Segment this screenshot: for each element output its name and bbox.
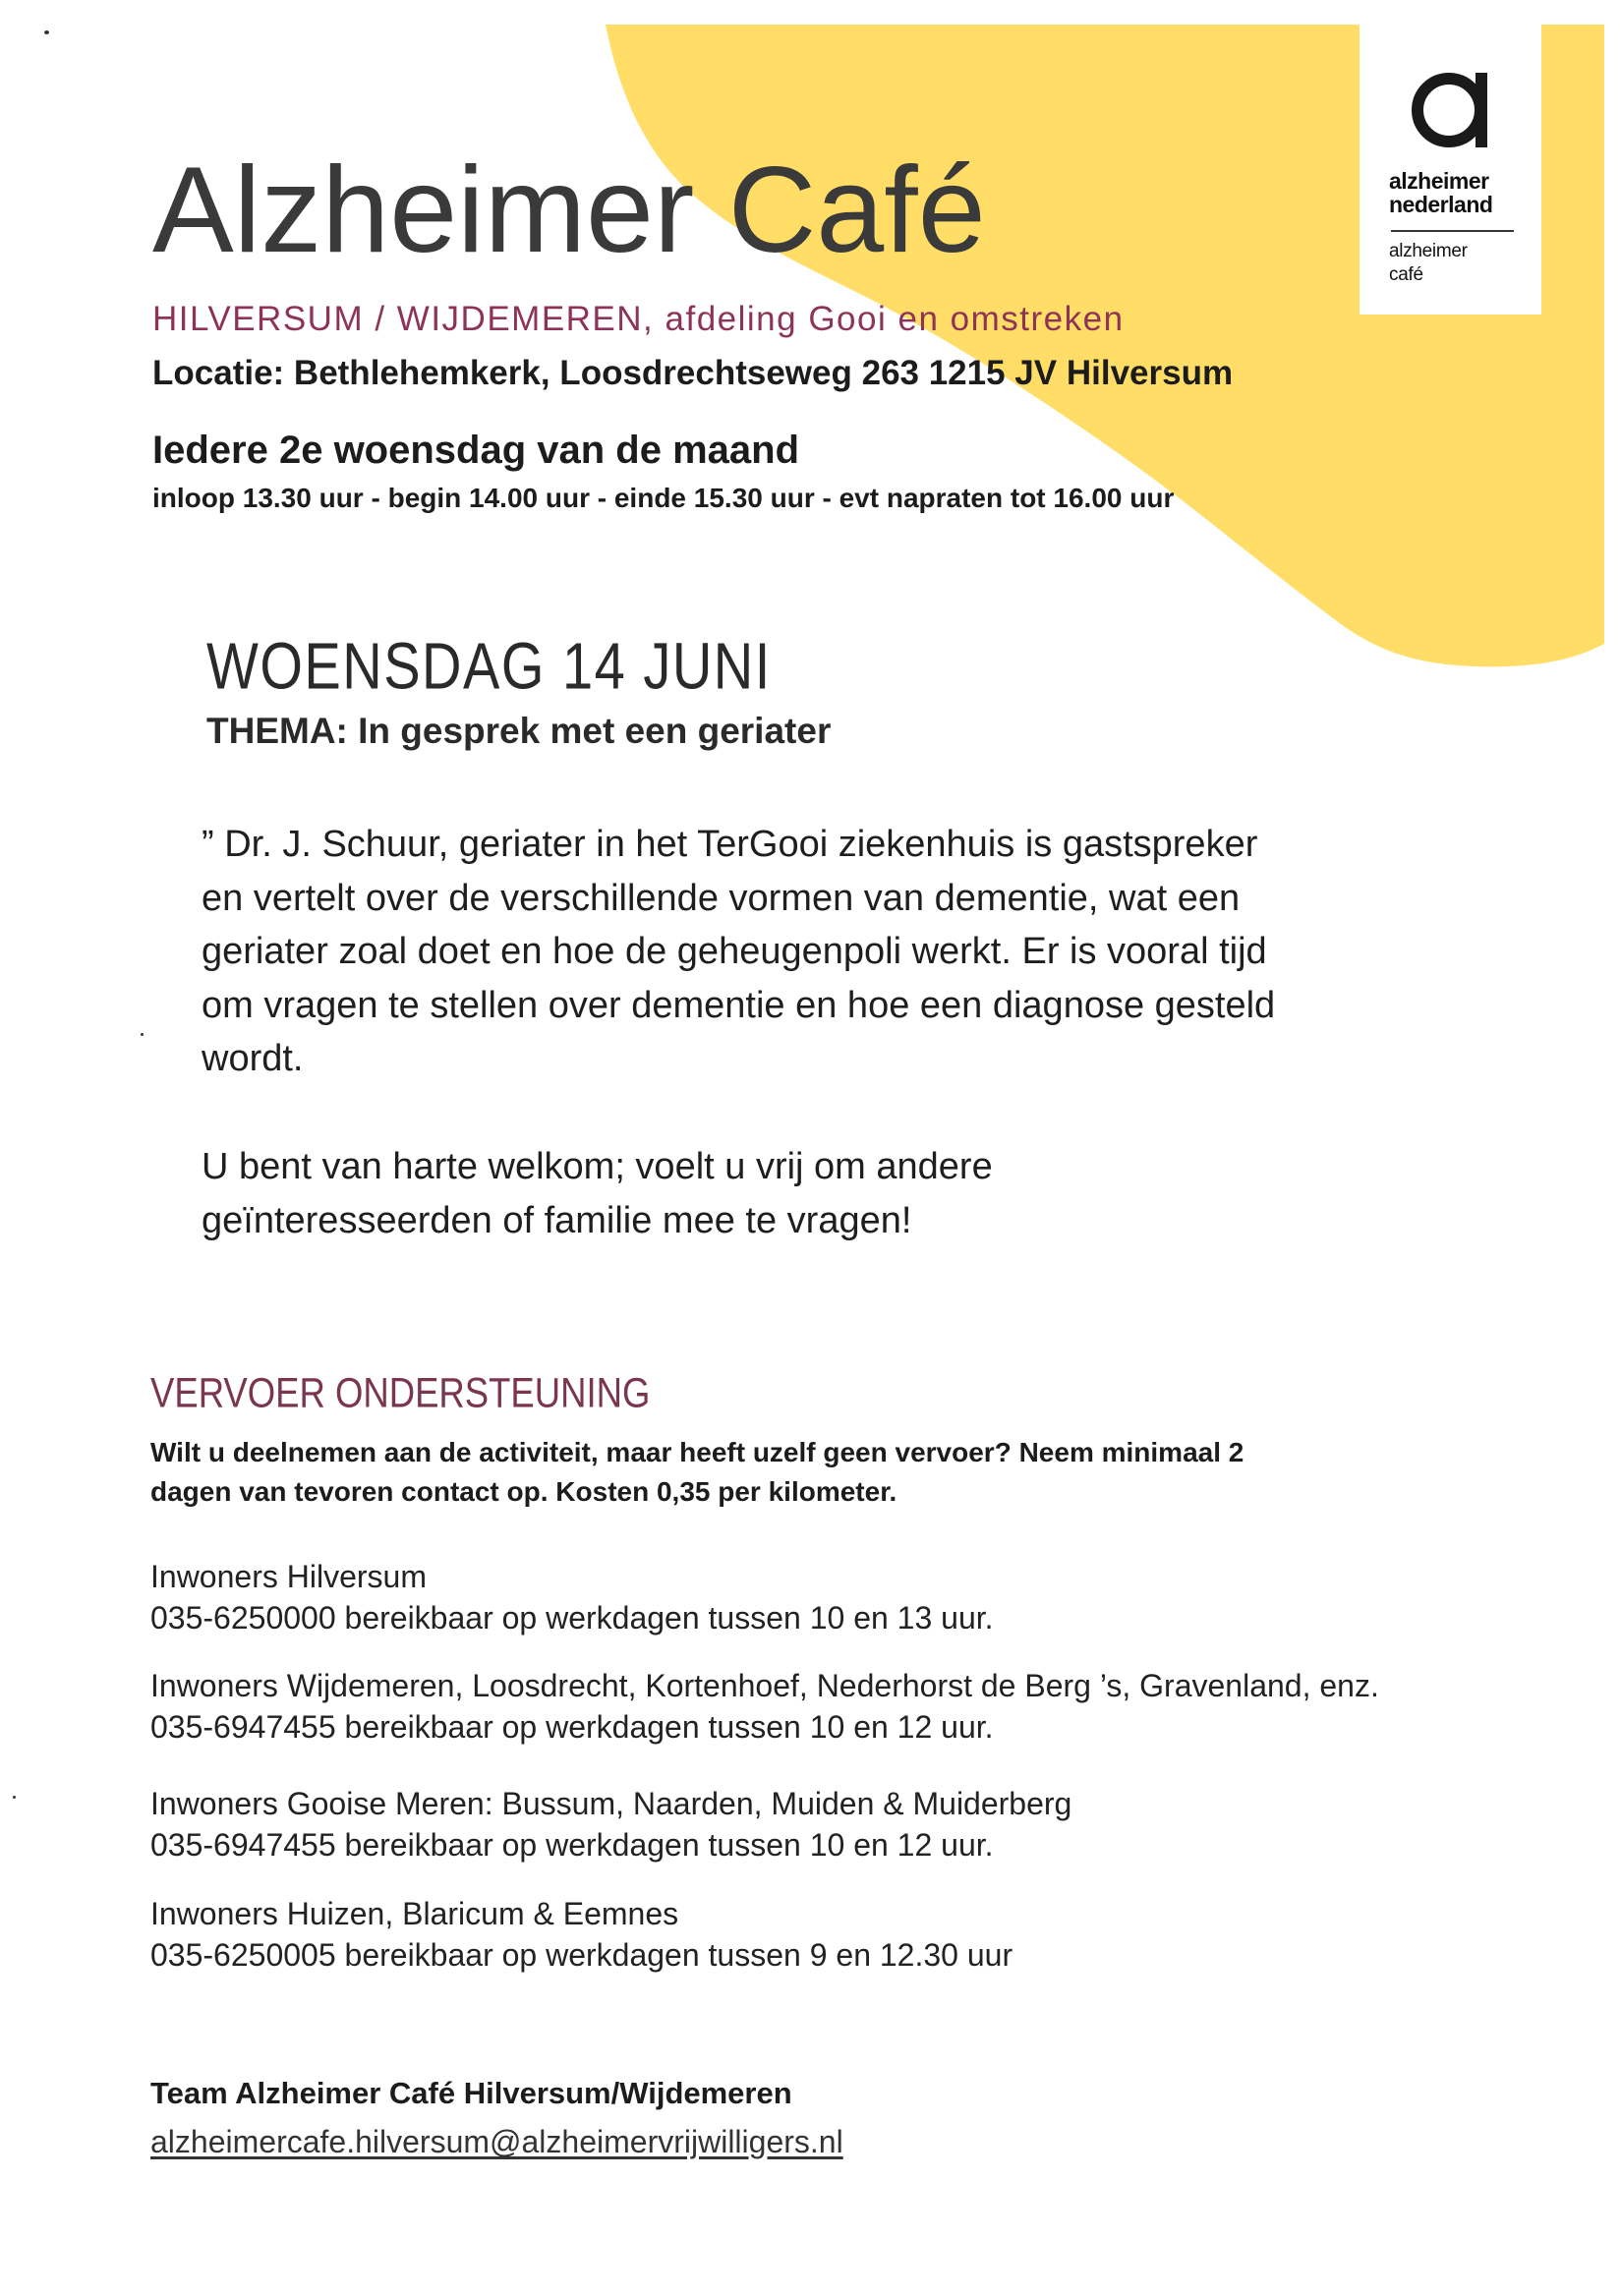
description-line: om vragen te stellen over dementie en hoe een diagnose gesteld <box>202 984 1276 1026</box>
alzheimer-a-logo-icon <box>1411 69 1493 151</box>
page-title: Alzheimer Café <box>152 143 986 278</box>
team-signature: Team Alzheimer Café Hilversum/Wijdemeren <box>150 2076 792 2110</box>
logo-divider <box>1391 230 1514 232</box>
contact-email-link[interactable]: alzheimercafe.hilversum@alzheimervrijwilligers.nl <box>150 2124 843 2159</box>
description-line: en vertelt over de verschillende vormen van dementie, wat een <box>202 877 1241 919</box>
welcome-line: U bent van harte welkom; voelt u vrij om andere <box>202 1146 993 1187</box>
transport-intro-line: dagen van tevoren contact op. Kosten 0,35 per kilometer. <box>150 1476 897 1507</box>
entry-region: Inwoners Huizen, Blaricum & Eemnes <box>150 1896 679 1931</box>
logo-org-line2: nederland <box>1389 192 1493 217</box>
description-line: geriater zoal doet en hoe de geheugenpoli werkt. Er is vooral tijd <box>202 931 1267 972</box>
welcome-line: geïnteresseerden of familie mee te vragen! <box>202 1199 912 1241</box>
entry-contact: 035-6947455 bereikbaar op werkdagen tussen 10 en 12 uur. <box>150 1827 994 1863</box>
description-line: ” Dr. J. Schuur, geriater in het TerGooi ziekenhuis is gastspreker <box>202 824 1258 865</box>
description-line: wordt. <box>202 1038 304 1079</box>
transport-entry <box>150 1893 1012 1976</box>
welcome-text <box>202 1140 993 1247</box>
event-theme: THEMA: In gesprek met een geriater <box>206 711 832 751</box>
department-subtitle: HILVERSUM / WIJDEMEREN, afdeling Gooi en omstreken <box>152 300 1125 338</box>
transport-entry <box>150 1665 1379 1748</box>
scan-speck <box>141 1033 144 1036</box>
transport-entry <box>150 1556 994 1638</box>
entry-region: Inwoners Wijdemeren, Loosdrecht, Kortenhoef, Nederhorst de Berg ’s, Gravenland, enz. <box>150 1668 1379 1703</box>
transport-intro <box>150 1433 1244 1512</box>
entry-contact: 035-6250000 bereikbaar op werkdagen tussen 10 en 13 uur. <box>150 1600 994 1636</box>
entry-region: Inwoners Gooise Meren: Bussum, Naarden, Muiden & Muiderberg <box>150 1786 1072 1821</box>
scan-speck <box>44 30 49 34</box>
location-line: Locatie: Bethlehemkerk, Loosdrechtseweg 263 1215 JV Hilversum <box>152 354 1234 392</box>
transport-entry <box>150 1783 1071 1866</box>
entry-contact: 035-6947455 bereikbaar op werkdagen tussen 10 en 12 uur. <box>150 1709 994 1745</box>
entry-contact: 035-6250005 bereikbaar op werkdagen tussen 9 en 12.30 uur <box>150 1937 1013 1973</box>
transport-heading: VERVOER ONDERSTEUNING <box>150 1368 651 1416</box>
alzheimer-nederland-logo <box>1360 15 1541 315</box>
times-line: inloop 13.30 uur - begin 14.00 uur - einde 15.30 uur - evt napraten tot 16.00 uur <box>152 483 1175 513</box>
transport-intro-line: Wilt u deelnemen aan de activiteit, maar heeft uzelf geen vervoer? Neem minimaal 2 <box>150 1437 1244 1467</box>
logo-sub-line2: café <box>1389 264 1423 285</box>
logo-sub-line1: alzheimer <box>1389 241 1468 261</box>
logo-org-line1: alzheimer <box>1389 168 1489 194</box>
schedule-line: Iedere 2e woensdag van de maand <box>152 429 800 472</box>
entry-region: Inwoners Hilversum <box>150 1559 427 1594</box>
scan-speck <box>13 1796 16 1799</box>
event-date: WOENSDAG 14 JUNI <box>206 628 772 703</box>
event-description <box>202 818 1275 1086</box>
